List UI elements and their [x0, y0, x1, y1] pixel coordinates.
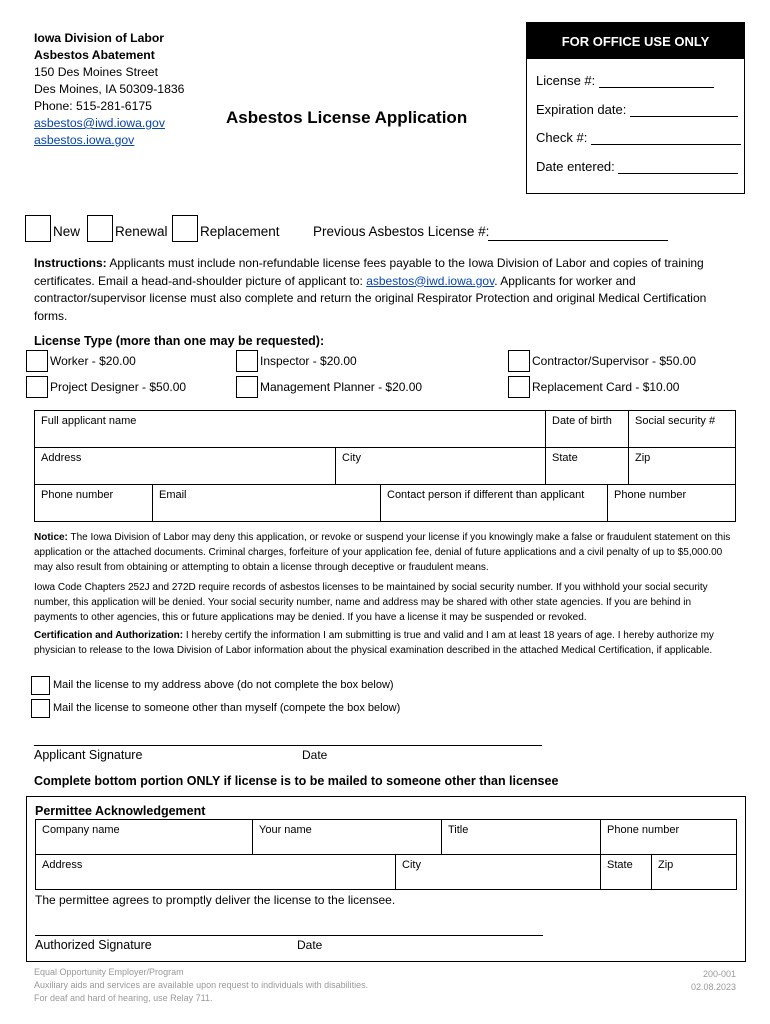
instructions-text-2: . Applicants for worker and contractor/supervisor license must also complete and return the original Respirator Protection and original Medical Certification forms. — [34, 273, 707, 323]
license-type-heading: License Type (more than one may be requested): — [34, 334, 325, 348]
permittee-phone-field[interactable]: Phone number — [600, 819, 737, 855]
office-use-heading: FOR OFFICE USE ONLY — [527, 23, 744, 59]
instructions — [34, 255, 724, 325]
agency-city: Des Moines, IA 50309-1836 — [34, 82, 185, 96]
dob-field[interactable]: Date of birth — [545, 410, 629, 448]
permittee-box — [26, 796, 746, 962]
certification — [34, 628, 736, 658]
footer-aux-aids: Auxiliary aids and services are available upon request to individuals with disabilities. — [34, 980, 369, 990]
certification-label: Certification and Authorization: — [34, 630, 184, 641]
state-field[interactable]: State — [545, 447, 629, 485]
instructions-label: Instructions: — [34, 256, 107, 270]
zip-field[interactable]: Zip — [628, 447, 736, 485]
replacement-label: Replacement — [200, 224, 280, 239]
inspector-checkbox[interactable] — [236, 350, 258, 372]
contact-phone-field[interactable]: Phone number — [607, 484, 736, 522]
permittee-name-field[interactable]: Your name — [252, 819, 442, 855]
ssn-field[interactable]: Social security # — [628, 410, 736, 448]
renewal-checkbox[interactable] — [87, 215, 113, 242]
contact-person-field[interactable]: Contact person if different than applicant — [380, 484, 608, 522]
worker-checkbox[interactable] — [26, 350, 48, 372]
permittee-grid — [35, 819, 737, 889]
form-date: 02.08.2023 — [690, 982, 736, 992]
worker-label: Worker - $20.00 — [50, 354, 136, 368]
authorized-signature-label: Authorized Signature — [35, 938, 152, 952]
permittee-state-field[interactable]: State — [600, 854, 652, 890]
agency-address-block — [34, 30, 184, 149]
city-field[interactable]: City — [335, 447, 546, 485]
applicant-info-grid — [34, 410, 736, 522]
mail-other-label: Mail the license to someone other than myself (compete the box below) — [53, 702, 401, 714]
mail-self-label: Mail the license to my address above (do not complete the box below) — [53, 679, 394, 691]
permittee-city-field[interactable]: City — [395, 854, 601, 890]
project-designer-label: Project Designer - $50.00 — [50, 380, 187, 394]
agency-name: Iowa Division of Labor — [34, 31, 165, 45]
mail-other-checkbox[interactable] — [31, 699, 50, 718]
code-notice: Iowa Code Chapters 252J and 272D require records of asbestos licenses to be maintained by social security number. If you withhold your social security number, this application will be denied. Your social security number, name and address may be shared with other state agencies. If you are behind in payments to other agencies, this or future applications may be denied. If you have a license it may be suspended or revoked. — [34, 582, 708, 623]
renewal-label: Renewal — [115, 224, 168, 239]
replacement-card-checkbox[interactable] — [508, 376, 530, 398]
permittee-address-field[interactable]: Address — [35, 854, 396, 890]
office-check-field[interactable]: Check #: — [536, 130, 741, 145]
permittee-heading: Permittee Acknowledgement — [35, 804, 206, 818]
certification-text: I hereby certify the information I am submitting is true and valid and I am at least 18 years of age. I hereby authorize my physician to release to the Iowa Division of Labor information about the physical examination described in the attached Medical Certification, if applicable. — [34, 630, 714, 656]
agency-email-link[interactable]: asbestos@iwd.iowa.gov — [34, 116, 165, 130]
permittee-agreement: The permittee agrees to promptly deliver the license to the licensee. — [35, 893, 396, 907]
email-field[interactable]: Email — [152, 484, 381, 522]
phone-field[interactable]: Phone number — [34, 484, 153, 522]
agency-division: Asbestos Abatement — [34, 48, 155, 62]
notice-text: The Iowa Division of Labor may deny this application, or revoke or suspend your license if you knowingly make a false or fraudulent statement on this application or the attached documents. Criminal charges, forfeiture of your application fee, denial of future applications and a civil penalty of up to $5,000.00 may also result from obtaining or attempting to obtain a license through deceptive or fraudulent means. — [34, 532, 731, 573]
bottom-portion-note: Complete bottom portion ONLY if license is to be mailed to someone other than licensee — [34, 774, 559, 788]
authorized-signature-line[interactable] — [35, 935, 543, 936]
office-date-entered-field[interactable]: Date entered: — [536, 159, 738, 174]
inspector-label: Inspector - $20.00 — [260, 354, 357, 368]
office-expiration-field[interactable]: Expiration date: — [536, 102, 738, 117]
mail-self-checkbox[interactable] — [31, 676, 50, 695]
applicant-signature-label: Applicant Signature — [34, 748, 143, 762]
applicant-date-label: Date — [302, 748, 328, 762]
replacement-checkbox[interactable] — [172, 215, 198, 242]
authorized-date-label: Date — [297, 938, 323, 952]
applicant-signature-line[interactable] — [34, 745, 542, 746]
footer-notice — [34, 966, 368, 1005]
management-planner-label: Management Planner - $20.00 — [260, 380, 423, 394]
previous-license-label: Previous Asbestos License #: — [313, 224, 490, 239]
management-planner-checkbox[interactable] — [236, 376, 258, 398]
project-designer-checkbox[interactable] — [26, 376, 48, 398]
permittee-zip-field[interactable]: Zip — [651, 854, 737, 890]
footer-eoe: Equal Opportunity Employer/Program — [34, 967, 184, 977]
form-id — [660, 968, 736, 994]
office-license-field[interactable]: License #: — [536, 73, 714, 88]
replacement-card-label: Replacement Card - $10.00 — [532, 380, 680, 394]
footer-relay: For deaf and hard of hearing, use Relay 711. — [34, 993, 213, 1003]
instructions-text-1: Applicants must include non-refundable license fees payable to the Iowa Division of Labor and copies of training certificates. Email a head-and-shoulder picture of applicant to: — [34, 256, 704, 288]
office-use-box — [526, 22, 745, 194]
form-title: Asbestos License Application — [226, 108, 468, 127]
notice-label: Notice: — [34, 532, 68, 543]
instructions-email-link[interactable]: asbestos@iwd.iowa.gov — [366, 273, 495, 288]
new-checkbox[interactable] — [25, 215, 51, 242]
form-number: 200-001 — [702, 969, 736, 979]
full-name-field[interactable]: Full applicant name — [34, 410, 546, 448]
contractor-checkbox[interactable] — [508, 350, 530, 372]
notice — [34, 530, 736, 575]
agency-website-link[interactable]: asbestos.iowa.gov — [34, 133, 135, 147]
previous-license-input[interactable] — [488, 240, 668, 241]
agency-phone: Phone: 515-281-6175 — [34, 99, 152, 113]
permittee-company-field[interactable]: Company name — [35, 819, 253, 855]
permittee-title-field[interactable]: Title — [441, 819, 601, 855]
agency-street: 150 Des Moines Street — [34, 65, 158, 79]
address-field[interactable]: Address — [34, 447, 336, 485]
new-label: New — [53, 224, 81, 239]
contractor-label: Contractor/Supervisor - $50.00 — [532, 354, 697, 368]
